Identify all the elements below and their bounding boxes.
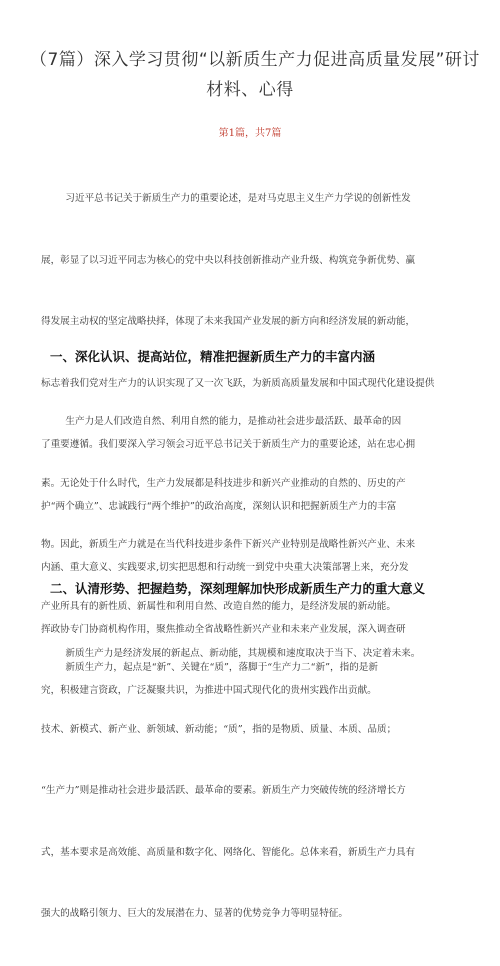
text-line: 物。因此，新质生产力就是在当代科技进步条件下新兴产业特别是战略性新兴产业、未来 [41, 539, 416, 550]
document-title-line-1: （7篇）深入学习贯彻“以新质生产力促进高质量发展”研讨 [30, 50, 480, 70]
section-heading-1: 一、深化认识、提高站位，精准把握新质生产力的丰富内涵 [50, 349, 376, 364]
text-line: 强大的战略引领力、巨大的发展潜在力、显著的优势竞争力等明显特征。 [41, 908, 348, 919]
text-line: 究，积极建言资政，广泛凝聚共识，为推进中国式现代化的贵州实践作出贡献。 [41, 685, 377, 696]
text-line: 挥政协专门协商机构作用，聚焦推动全省战略性新兴产业和未来产业发展，深入调查研 [41, 623, 406, 635]
section-heading-2: 二、认清形势、把握趋势，深刻理解加快形成新质生产力的重大意义 [50, 581, 426, 596]
text-line: 护“两个确立”、忠诚践行“两个维护”的政治高度，深刻认识和把握新质生产力的丰富 [41, 500, 397, 512]
article-counter: 第1篇，共7篇 [218, 128, 282, 139]
text-line: 素。无论处于什么时代，生产力发展都是科技进步和新兴产业推动的自然的、历史的产 [41, 477, 406, 489]
text-line: 得发展主动权的坚定战略抉择，体现了未来我国产业发展的新方向和经济发展的新动能， [41, 316, 416, 327]
text-line: 标志着我们党对生产力的认识实现了又一次飞跃，为新质高质量发展和中国式现代化建设提供 [41, 377, 435, 389]
text-line: “生产力”则是推动社会进步最活跃、最革命的要素。新质生产力突破传统的经济增长方 [41, 785, 406, 796]
text-line: 式，基本要求是高效能、高质量和数字化、网络化、智能化。总体来看，新质生产力具有 [41, 846, 416, 858]
text-line: 习近平总书记关于新质生产力的重要论述，是对马克思主义生产力学说的创新性发 [41, 193, 411, 204]
text-line: 新质生产力，起点是“新”、关键在“质”，落脚于“生产力二“新”，指的是新 [41, 662, 378, 673]
text-line: 了重要遵循。我们要深入学习领会习近平总书记关于新质生产力的重要论述，站在忠心拥 [41, 439, 416, 450]
text-line: 产业所具有的新性质、新属性和利用自然、改造自然的能力，是经济发展的新动能。 [41, 600, 396, 612]
paragraph-section-2 [41, 603, 471, 706]
text-line: 生产力是人们改造自然、利用自然的能力，是推动社会进步最活跃、最革命的因 [41, 416, 402, 427]
text-line: 内涵、重大意义、实践要求,切实把思想和行动统一到党中央重大决策部署上来，充分发 [41, 562, 409, 573]
text-line: 展，彰显了以习近平同志为核心的党中央以科技创新推动产业升级、构筑竞争新优势、赢 [41, 254, 416, 266]
document-title-line-2: 材料、心得 [206, 80, 294, 100]
text-line: 技术、新模式、新产业、新领域、新动能；“质”，指的是物质、质量、本质、品质； [41, 723, 397, 735]
text-line: 新质生产力是经济发展的新起点、新动能，其规模和速度取决于当下、决定着未来。 [41, 648, 421, 659]
